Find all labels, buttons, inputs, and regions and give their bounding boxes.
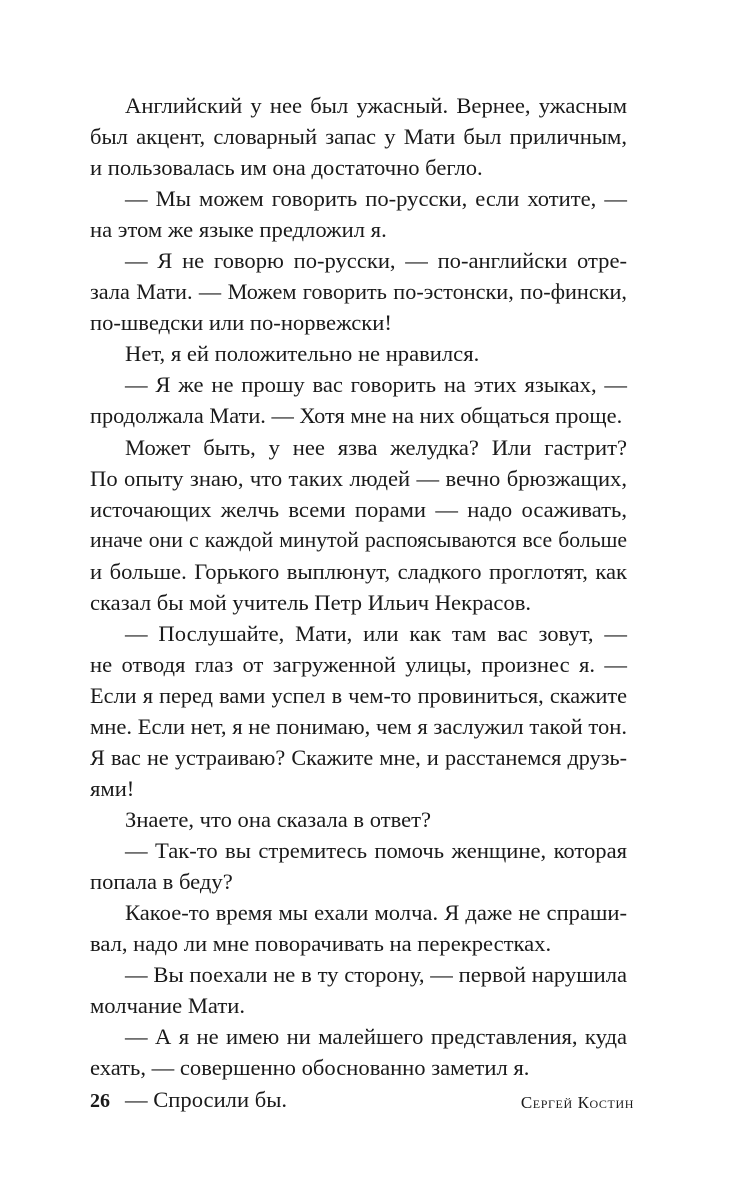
text-line: — Я же не прошу вас говорить на этих языках, —	[125, 372, 627, 398]
page-number: 26	[90, 1090, 110, 1112]
text-line: Какое-то время мы ехали молча. Я даже не спраши-	[125, 900, 627, 926]
text-line: источающих желчь всеми порами — надо осаживать,	[90, 496, 627, 522]
text-line: Я вас не устраиваю? Скажите мне, и расстанемся друзь-	[90, 744, 627, 770]
text-line: — Послушайте, Мати, или как там вас зовут, —	[125, 620, 627, 646]
text-line: ехать, — совершенно обоснованно заметил я.	[90, 1055, 530, 1081]
text-line: не отводя глаз от загруженной улицы, произнес я. —	[90, 651, 627, 677]
text-line: Если я перед вами успел в чем-то провиниться, скажите	[90, 682, 627, 708]
text-line: По опыту знаю, что таких людей — вечно брюзжащих,	[90, 465, 627, 491]
text-line: Нет, я ей положительно не нравился.	[125, 341, 480, 367]
text-line: молчание Мати.	[90, 993, 245, 1019]
text-line: — Вы поехали не в ту сторону, — первой нарушила	[125, 962, 627, 988]
text-line: и пользовалась им она достаточно бегло.	[90, 155, 483, 181]
text-line: — А я не имею ни малейшего представления, куда	[125, 1024, 627, 1050]
text-line: попала в беду?	[90, 869, 233, 895]
text-line: сказал бы мой учитель Петр Ильич Некрасов.	[90, 589, 532, 615]
text-line: вал, надо ли мне поворачивать на перекрестках.	[90, 931, 552, 957]
text-line: Может быть, у нее язва желудка? Или гастрит?	[125, 434, 627, 460]
text-line: и больше. Горького выплюнут, сладкого проглотят, как	[90, 558, 627, 584]
text-line: был акцент, словарный запас у Мати был приличным,	[90, 124, 627, 150]
running-head-author: Сергей Костин	[520, 1093, 634, 1112]
text-line: — Спросили бы.	[125, 1086, 288, 1112]
text-line: на этом же языке предложил я.	[90, 217, 387, 243]
text-line: иначе они с каждой минутой распоясываются все больше	[90, 527, 627, 552]
text-line: Английский у нее был ужасный. Вернее, ужасным	[125, 93, 627, 118]
text-line: ями!	[90, 776, 135, 802]
text-line: мне. Если нет, я не понимаю, чем я заслужил такой тон.	[90, 713, 627, 739]
text-line: по-шведски или по-норвежски!	[90, 310, 392, 336]
text-line: — Я не говорю по-русски, — по-английски отре-	[125, 248, 627, 274]
text-line: — Так-то вы стремитесь помочь женщине, которая	[125, 838, 627, 864]
text-line: — Мы можем говорить по-русски, если хотите, —	[125, 186, 627, 212]
text-line: Знаете, что она сказала в ответ?	[125, 807, 432, 833]
body-text	[90, 90, 627, 1115]
text-line: зала Мати. — Можем говорить по-эстонски, по-фински,	[90, 279, 627, 305]
text-line: продолжала Мати. — Хотя мне на них общаться проще.	[90, 403, 623, 429]
